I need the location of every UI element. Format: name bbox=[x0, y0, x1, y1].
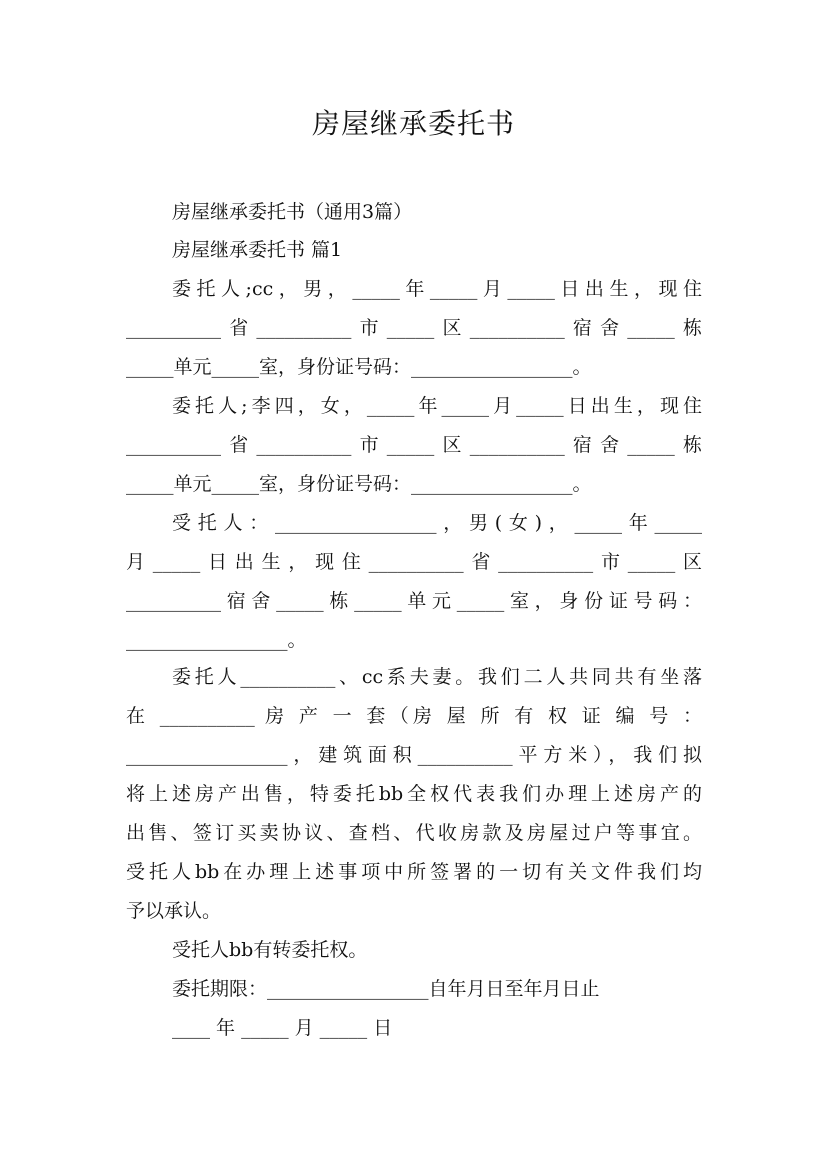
body-line: __________省__________市_____区__________宿舍_____栋 bbox=[126, 434, 702, 456]
body-line: __________宿舍_____栋_____单元_____室，身份证号码： bbox=[126, 590, 702, 612]
body-line: 委托人;cc，男，_____年_____月_____日出生，现住 bbox=[172, 278, 702, 300]
body-line: 受托人bb在办理上述事项中所签署的一切有关文件我们均 bbox=[126, 861, 702, 883]
body-line: 委托期限：_________________自年月日至年月日止 bbox=[172, 978, 600, 1000]
body-line: __________省__________市_____区__________宿舍_____栋 bbox=[126, 317, 702, 339]
document-title: 房屋继承委托书 bbox=[311, 107, 515, 140]
body-line: 予以承认。 bbox=[126, 900, 222, 922]
body-line: 在 __________ 房 产 一 套（房 屋 所 有 权 证 编 号 ： bbox=[126, 705, 702, 727]
body-line: _________________，建筑面积__________平方米），我们拟 bbox=[126, 744, 702, 766]
body-line: 受托人：_________________，男(女)，_____年_____ bbox=[172, 512, 702, 534]
body-line: _____单元_____室，身份证号码：_________________。 bbox=[126, 473, 592, 495]
date-line: ____ 年 _____ 月 _____ 日 bbox=[172, 1017, 393, 1039]
body-line: 月_____日出生，现住__________省__________市_____区 bbox=[126, 551, 702, 573]
body-line: 委托人__________、cc系夫妻。我们二人共同共有坐落 bbox=[172, 666, 702, 688]
body-line: 将上述房产出售，特委托bb全权代表我们办理上述房产的 bbox=[126, 783, 702, 805]
body-line: 委托人;李四，女，_____年_____月_____日出生，现住 bbox=[172, 395, 702, 417]
body-line: _____单元_____室，身份证号码：_________________。 bbox=[126, 356, 592, 378]
document-subtitle: 房屋继承委托书（通用3篇） bbox=[172, 201, 413, 223]
body-line: 受托人bb有转委托权。 bbox=[172, 939, 368, 961]
section-heading: 房屋继承委托书 篇1 bbox=[172, 239, 343, 261]
body-line: _________________。 bbox=[126, 629, 307, 651]
body-line: 出售、签订买卖协议、查档、代收房款及房屋过户等事宜。 bbox=[126, 822, 702, 844]
